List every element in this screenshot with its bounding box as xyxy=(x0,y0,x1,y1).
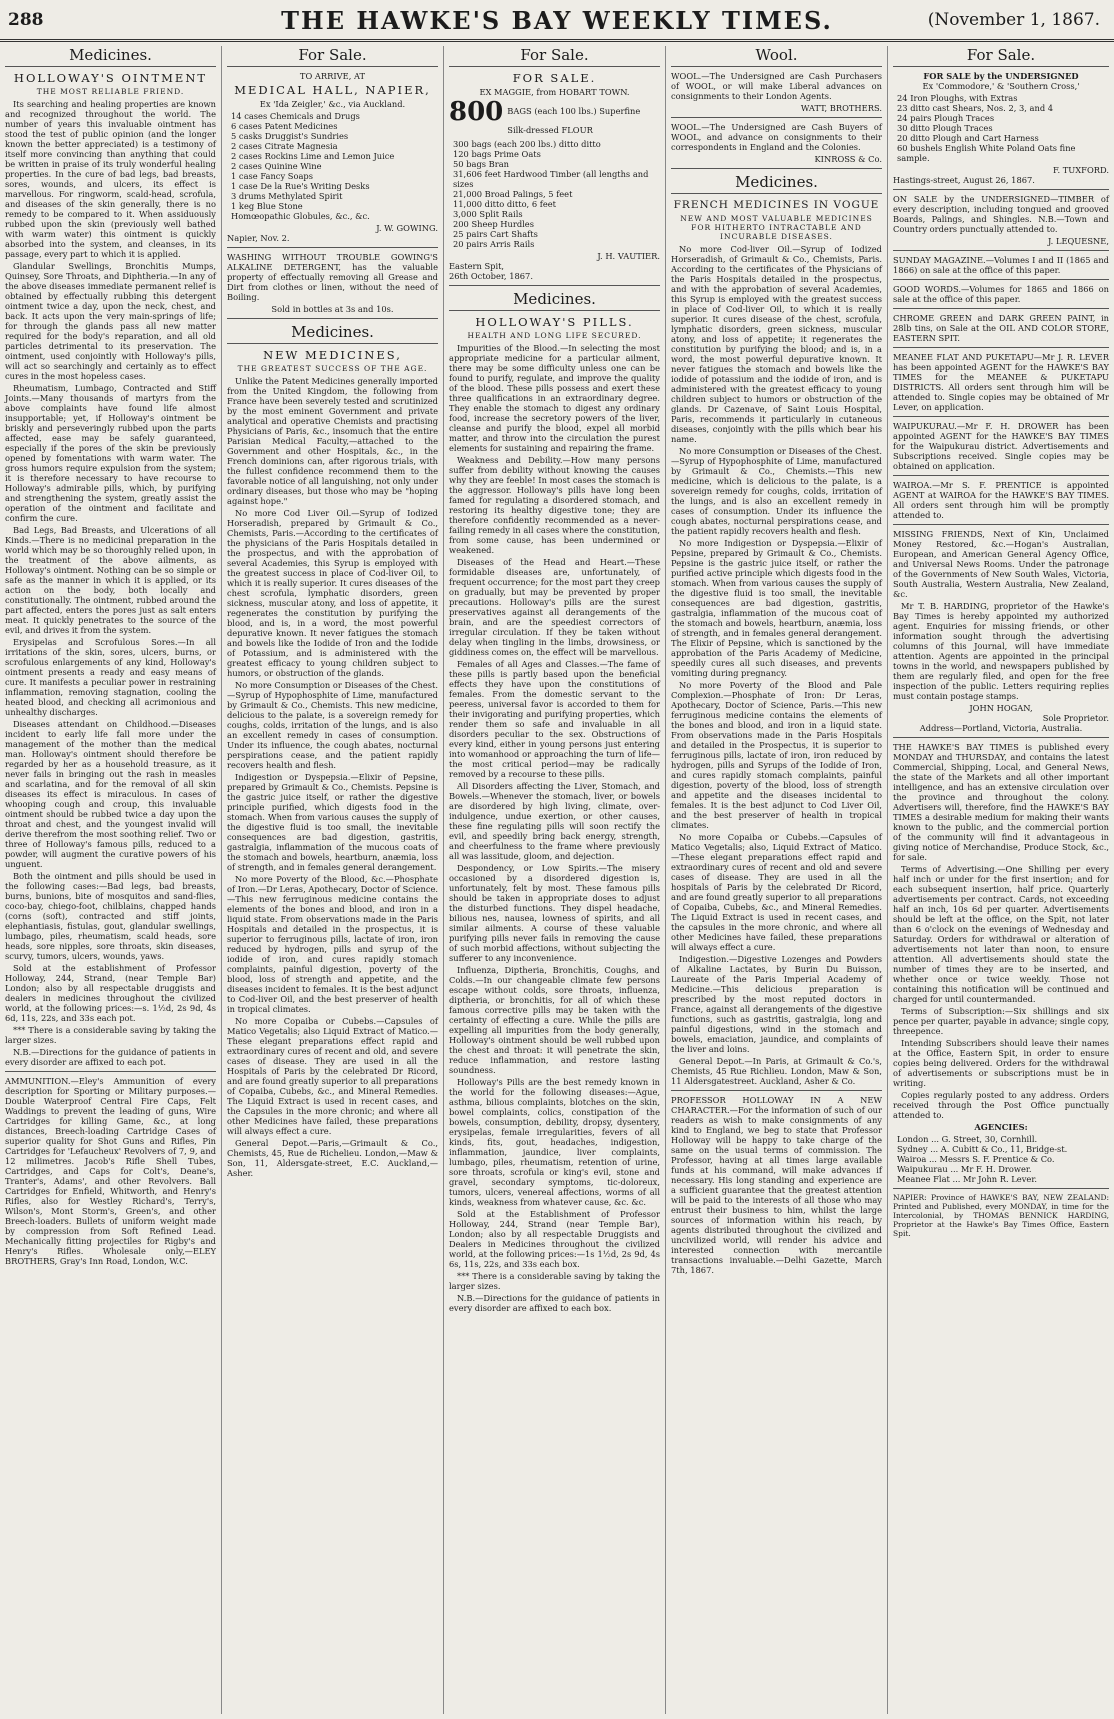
item-list xyxy=(453,139,660,249)
ad-paragraph: No more Cod Liver Oil.—Syrup of Iodized Horseradish, prepared by Grimault & Co., Chemists, Paris.—According to the certificates of the physicians of the Paris Hospitals detailed in the prospectus, and with the approbation of several Academies, this Syrup is employed with the greatest success in place of Cod-liver Oil, to which it is really superior. It cures diseases of the chest scrofula, lymphatic disorders, green sickness, muscular atony, and loss of appetite, it regenerates the constitution by purifying the blood, and is, in a word, the most powerful depurative known. It never fatigues the stomach and bowels like the Iodide of Iron and the Iodide of Potassium, and is administered with the greatest efficacy to young children subject to humors, or obstruction of the glands. xyxy=(227,508,438,678)
divider xyxy=(893,524,1109,525)
ad-meanee-agent: MEANEE FLAT AND PUKETAPU—Mr J. R. LEVER has been appointed AGENT for the HAWKE'S BAY TIMES for the MEANEE & PUKETAPU DISTRICTS. All orders sent through him will be attended to. Single copies may be obtained of Mr Lever, on application. xyxy=(893,352,1109,412)
divider xyxy=(893,279,1109,280)
ad-paragraph: Mr T. B. HARDING, proprietor of the Hawke's Bay Times is hereby appointed my authorized agent. Enquiries for missing friends, or other information sought through the advertising columns of this Journal, will have immediate attention. Agents are appointed in the principal towns in the world, and newspapers published by them are regularly filed, and open for the free inspection of the public. Letters requiring replies must contain postage stamps. xyxy=(893,601,1109,701)
list-item: 1 case De la Rue's Writing Desks xyxy=(231,181,370,191)
list-item: Homœopathic Globules, &c., &c. xyxy=(231,211,370,221)
ad-paragraph: Terms of Advertising.—One Shilling per every half inch or under for the first insertion; and for each subsequent insertion, half price. Quarterly advertisements per contract. Cards, not exceeding half an inch, 10s 6d per quarter. Advertisements should be left at the office, on the Spit, not later than 6 o'clock on the evenings of Wednesday and Saturday. Orders for withdrawal or alteration of advertisements not later than noon, to ensure attention. All advertisements should state the number of times they are to be inserted, and whether once or twice weekly. Those not containing this notification will be continued and charged for until countermanded. xyxy=(893,864,1109,1004)
ad-waipukurau-agent: WAIPUKURAU.—Mr F. H. DROWER has been appointed AGENT for the HAWKE'S BAY TIMES for the Waipukurau district. Advertisements and Subscriptions received. Single copies may be obtained on application. xyxy=(893,421,1109,471)
list-item: 120 bags Prime Oats xyxy=(453,149,541,159)
ad-title-holloway-pills: HOLLOWAY'S PILLS. xyxy=(475,315,634,329)
imprint: NAPIER: Province of HAWKE'S BAY, NEW ZEALAND: Printed and Published, every MONDAY, in time for the Intercolonial, by THOMAS BENNICK HARDING, Proprietor at the Hawke's Bay Times Office, Eastern Spit. xyxy=(893,1193,1109,1238)
list-item: London ... G. Street, 30, Cornhill. xyxy=(897,1134,1038,1144)
column-5 xyxy=(888,46,1114,1714)
section-heading-for-sale: For Sale. xyxy=(449,46,660,67)
section-heading-for-sale: For Sale. xyxy=(227,46,438,67)
divider xyxy=(893,308,1109,309)
ad-paragraph: No more Poverty of the Blood, &c.—Phosphate of Iron.—Dr Leras, Apothecary, Doctor of Science.—This new ferruginous medicine contains the elements of the bones and blood, and iron in a liquid state. From observations made in the Paris Hospitals and detailed in the prospectus, it is superior to ferruginous pills, lactate of iron, iron reduced by hydrogen, pills and syrup of the iodide of iron, and cures rapidly stomach complaints, painful digestion, poverty of the blood, loss of strength and appetite, and the diseases incident to females. It is the best adjunct to Cod-liver Oil, and the best preserver of health in tropical climates. xyxy=(227,874,439,1014)
list-item: 30 ditto Plough Traces xyxy=(897,123,993,133)
section-heading-wool: Wool. xyxy=(671,46,882,67)
divider xyxy=(671,117,882,118)
ad-paragraph: No more Consumption or Diseases of the Chest.—Syrup of Hypophosphite of Lime, manufactured by Grimault & Co., Chemists.—This new medicine, which is delicious to the palate, is a sovereign remedy for coughs, colds, irritation of the lungs, and is also an excellent remedy in cases of consumption. Under its influence the cough abates, nocturnal perspirations cease, and the patient rapidly recovers health and flesh. xyxy=(671,446,882,536)
column-2 xyxy=(222,46,444,1714)
list-item: 20 ditto Plough and Cart Harness xyxy=(897,133,1039,143)
ad-paragraph: Bad Legs, Bad Breasts, and Ulcerations of all Kinds.—There is no medicinal preparation in the world which may be so thoroughly relied upon, in the treatment of the above ailments, as Holloway's ointment. Nothing can be so simple or safe as the manner in which it is applied, or its action on the body, both locally and constitutionally. The ointment, rubbed around the part affected, enters the pores just as salt enters meat. It quickly penetrates to the source of the evil, and drives it from the system. xyxy=(5,525,216,635)
list-item: 24 pairs Plough Traces xyxy=(897,113,995,123)
ad-good-words: GOOD WORDS.—Volumes for 1865 and 1866 on sale at the office of this paper. xyxy=(893,284,1109,304)
ad-subtitle: THE MOST RELIABLE FRIEND. xyxy=(36,87,185,96)
ad-title-new-medicines: NEW MEDICINES, xyxy=(263,348,402,362)
divider xyxy=(449,285,660,286)
section-heading-medicines: Medicines. xyxy=(449,290,660,311)
ad-paragraph: N.B.—Directions for the guidance of patients in every disorder are affixed to each box. xyxy=(449,1293,660,1313)
ad-signature: WATT, BROTHERS. xyxy=(800,103,882,113)
item-list xyxy=(897,93,1109,163)
ad-address: Address—Portland, Victoria, Australia. xyxy=(919,723,1083,733)
ad-paragraph: Glandular Swellings, Bronchitis Mumps, Quinsey, Sore Throats, and Diphtheria.—In any of the above diseases immediate permanent relief is obtained by effectually rubbing this detergent ointment twice a day, upon the neck, chest, and back. It acts upon the very main-springs of life; for through the glands pass all new matter required for the body's reparation, and all old particles detrimental to its preservation. The ointment, used conjointly with Holloway's pills, will act so searchingly and certainly as to effect cures in the most hopeless cases. xyxy=(5,261,216,381)
ad-signature: J. LEQUESNE, xyxy=(1047,236,1109,246)
ad-missing-friends: MISSING FRIENDS, Next of Kin, Unclaimed Money Restored, &c.—Hogan's Australian, European, and American General Agency Office, and Universal News Rooms. Under the patronage of the Governments of New South Wales, Victoria, South Australia, Western Australia, New Zealand, &c. xyxy=(893,529,1109,599)
ad-professor-holloway: PROFESSOR HOLLOWAY IN A NEW CHARACTER.—For the information of such of our readers as wish to make consignments of any kind to England, we beg to state that Professor Holloway will be happy to take charge of the same on the usual terms of commission. The Professor, having at all times large available funds at his command, will make advances if necessary. His long standing and experience are a sufficient guarantee that the greatest attention will be paid to the interests of all those who may entrust their business to him, whilst the large sources of information within his reach, by agents distributed throughout the civilized and uncivilized world, will render his advice and interested connection with mercantile transactions invaluable.—Delhi Gazette, March 7th, 1867. xyxy=(671,1095,882,1275)
ad-title-french-medicines: FRENCH MEDICINES IN VOGUE xyxy=(673,199,880,211)
ad-paragraph: Diseases of the Head and Heart.—These formidable diseases are, unfortunately, of frequent occurrence; for the most part they creep on gradually, but may be prevented by proper precautions. Holloway's pills are the surest preservatives against all derangements of the brain, and are the speediest correctors of irregular circulation. If they be taken without delay when tingling in the limbs, drowsiness, or giddiness comes on, the effect will be marvellous. xyxy=(449,557,660,657)
ad-paragraph: *** There is a considerable saving by taking the larger sizes. xyxy=(5,1025,216,1045)
ad-date: 26th October, 1867. xyxy=(449,271,533,281)
column-4 xyxy=(666,46,888,1714)
list-item: 24 Iron Ploughs, with Extras xyxy=(897,93,1018,103)
list-item: 300 bags (each 200 lbs.) ditto ditto xyxy=(453,139,601,149)
newspaper-title: THE HAWKE'S BAY WEEKLY TIMES. xyxy=(281,6,833,35)
list-item: 25 pairs Cart Shafts xyxy=(453,229,538,239)
ad-flour xyxy=(449,99,660,137)
divider xyxy=(893,737,1109,738)
ad-paragraph: Impurities of the Blood.—In selecting the most appropriate medicine for a particular ailment, there may be some difficulty unless one can be found to purify, regulate, and improve the quality of the blood. These pills possess and exert these three qualifications in an extraordinary degree. They enable the stomach to digest any ordinary food, increase the secretory powers of the liver, cleanse and purify the blood, expel all morbid matter, and throw into the circulation the purest elements for sustaining and repairing the frame. xyxy=(449,343,660,453)
list-item: Sydney ... A. Cubitt & Co., 11, Bridge-st. xyxy=(897,1144,1068,1154)
ad-place: Napier, Nov. 2. xyxy=(227,233,290,243)
divider xyxy=(671,1090,882,1091)
ad-title-tuxford: FOR SALE by the UNDERSIGNED xyxy=(923,71,1079,81)
ad-paragraph: Terms of Subscription:—Six shillings and six pence per quarter, payable in advance; single copy, threepence. xyxy=(893,1006,1109,1036)
ad-line: TO ARRIVE, AT xyxy=(299,71,366,81)
ad-paint: CHROME GREEN and DARK GREEN PAINT, in 28lb tins, on Sale at the OIL AND COLOR STORE, EASTERN SPIT. xyxy=(893,313,1109,343)
page-number: 288 xyxy=(8,10,44,30)
list-item: Wairoa ... Messrs S. F. Prentice & Co. xyxy=(897,1154,1055,1164)
ad-paragraph: Its searching and healing properties are known and recognized throughout the world. The number of years this invaluable ointment has stood the test of public opinion (and the longer known the better appreciated) is a testimony of itself more convincing than anything that could be written in praise of its truly wonderful healing properties. In the cure of bad legs, bad breasts, sores, wounds, and ulcers, its effect is marvellous. For ringworm, scald-head, scrofula, and diseases of the skin generally, there is no remedy to be compared to it. When assiduously rubbed upon the skin (previously well bathed with warm water) this ointment is quickly absorbed into the system, and cleanses, in its passage, every part to which it is applied. xyxy=(5,99,216,259)
list-item: 21,000 Broad Palings, 5 feet xyxy=(453,189,573,199)
divider xyxy=(893,475,1109,476)
agencies-list xyxy=(897,1134,1109,1184)
ad-paragraph: Copies regularly posted to any address. Orders received through the Post Office punctually attended to. xyxy=(893,1090,1109,1120)
ad-subtitle: HEALTH AND LONG LIFE SECURED. xyxy=(467,331,642,340)
divider xyxy=(227,318,438,319)
divider xyxy=(893,1188,1109,1189)
ad-place: Hastings-street, August 26, 1867. xyxy=(893,175,1035,185)
list-item: Meanee Flat ... Mr John R. Lever. xyxy=(897,1174,1038,1184)
ad-paragraph: Indigestion or Dyspepsia.—Elixir of Pepsine, prepared by Grimault & Co., Chemists. Pepsine is the gastric juice itself, or rather the digestive principle purified, which digests food in the stomach. When from various causes the supply of the digestive fluid is too small, the inevitable consequences are bad digestion, gastritis, gastralgia, inflammation of the mucous coats of the stomach and bowels, heartburn, anæmia, loss of strength, and in females general derangement. xyxy=(227,772,438,872)
list-item: 3 drums Methylated Spirit xyxy=(231,191,343,201)
ad-wool-kinross: WOOL.—The Undersigned are Cash Buyers of WOOL, and advance on consignments to their correspondents in England and the Colonies. xyxy=(671,122,882,152)
page-header xyxy=(0,0,1114,42)
list-item: 1 case Fancy Soaps xyxy=(231,171,313,181)
list-item: 2 cases Citrate Magnesia xyxy=(231,141,338,151)
ad-paragraph: No more Poverty of the Blood and Pale Complexion.—Phosphate of Iron: Dr Leras, Apothecary, Doctor of Science, Paris.—This new ferruginous medicine contains the elements of the bones and blood, and iron in a liquid state. From observations made in the Paris Hospitals and detailed in the Prospectus, it is superior to ferruginous pills, lactate of iron, iron reduced by hydrogen, pills and Syrups of the Iodide of Iron, and cures rapidly stomach complaints, painful digestion, poverty of the blood, loss of strength and appetite and the diseases incidental to females. It is the best adjunct to Cod Liver Oil, and the best preserver of health in tropical climates. xyxy=(671,680,882,830)
list-item: 23 ditto cast Shears, Nos. 2, 3, and 4 xyxy=(897,103,1054,113)
ad-paragraph: General Depot.—Paris,—Grimault & Co., Chemists, 45, Rue de Richelieu. London,—Maw & Son, 11, Aldersgate-street, E.C. Auckland,—Asher. xyxy=(227,1138,438,1178)
section-heading-medicines: Medicines. xyxy=(227,323,438,344)
ad-subtitle: NEW AND MOST VALUABLE MEDICINES FOR HITHERTO INTRACTABLE AND INCURABLE DISEASES. xyxy=(680,214,873,241)
ad-paragraph: No more Indigestion or Dyspepsia.—Elixir of Pepsine, prepared by Grimault & Co., Chemists. Pepsine is the gastric juice itself, or rather the purified active principle which digests food in the stomach. When from various causes the supply of the digestive fluid is too small, the inevitable consequences are bad digestion, gastritis, gastralgia, inflammation of the mucous coat of the stomach and bowels, heartburn, anæmia, loss of strength, and in females general derangement. The Elixir of Pepsine, which is sanctioned by the approbation of the Paris Academy of Medicine, speedily cures all such diseases, and prevents vomiting during pregnancy. xyxy=(671,538,882,678)
ad-big-number: 800 xyxy=(449,99,504,127)
divider xyxy=(671,168,882,169)
ad-title-holloway-ointment: HOLLOWAY'S OINTMENT xyxy=(13,71,208,85)
ad-subtitle: THE GREATEST SUCCESS OF THE AGE. xyxy=(237,364,428,373)
ad-role: Sole Proprietor. xyxy=(1042,713,1109,723)
list-item: 5 casks Druggist's Sundries xyxy=(231,131,349,141)
ad-paragraph: Influenza, Diptheria, Bronchitis, Coughs, and Colds.—In our changeable climate few persons escape without colds, sore throats, influenza, diptheria, or bronchitis, for all of which these famous corrective pills may be taken with the certainty of effecting a cure. While the pills are expelling all impurities from the body generally, Holloway's ointment should be well rubbed upon the chest and throat: it will penetrate the skin, reduce inflammation, and restore lasting soundness. xyxy=(449,965,660,1075)
ad-paragraph: No more Copaiba or Cubebs.—Capsules of Matico Vegetalis; also Liquid Extract of Matico.—These elegant preparations effect rapid and extraordinary cures of recent and old, and severe cases of disease. They are used in all the Hospitals of Paris by the celebrated Dr Ricord, and are found greatly superior to all preparations of Copaiba, Cubebs, &c., and Mineral Remedies. The Liquid Extract is used in recent cases, and the Capsules in the more chronic; and where all other Medicines have failed, these preparations will always effect a cure. xyxy=(227,1016,438,1136)
ad-paragraph: Both the ointment and pills should be used in the following cases:—Bad legs, bad breasts, burns, bunions, bite of mosquitos and sand-flies, coco-bay, chiego-foot, chilblains, chapped hands (corns (soft), contracted and stiff joints, elephantiasis, fistulas, gout, glandular swellings, lumbago, piles, rheumatism, scald heads, sore heads, sore nipples, sore throats, skin diseases, scurvy, tumors, ulcers, wounds, yaws. xyxy=(5,871,216,961)
ad-paragraph: Intending Subscribers should leave their names at the Office, Eastern Spit, in order to ensure copies being delivered. Orders for the withdrawal of advertisements or subscriptions must be in writing. xyxy=(893,1038,1109,1088)
ad-paragraph: General Depot.—In Paris, at Grimault & Co.'s, Chemists, 45 Rue Richlieu. London, Maw & Son, 11 Aldersgatestreet. Auckland, Asher & Co. xyxy=(671,1056,882,1086)
divider xyxy=(893,347,1109,348)
ad-paragraph: Females of all Ages and Classes.—The fame of these pills is partly based upon the beneficial effects they have upon the constitutions of females. From the domestic servant to the peeress, universal favor is accorded to them for their invigorating and purifying properties, which render them so safe and invaluable in all disorders peculiar to the sex. Obstructions of every kind, either in young persons just entering into womanhood or approaching the turn of life—the most critical period—may be radically removed by a recourse to these pills. xyxy=(449,659,660,779)
ad-wairoa-agent: WAIROA.—Mr S. F. PRENTICE is appointed AGENT at WAIROA for the HAWKE'S BAY TIMES. All orders sent through him will be promptly attended to. xyxy=(893,480,1109,520)
list-item: 14 cases Chemicals and Drugs xyxy=(231,111,360,121)
list-item: Waipukurau ... Mr F. H. Drower. xyxy=(897,1164,1032,1174)
list-item: 11,000 ditto ditto, 6 feet xyxy=(453,199,556,209)
ad-paragraph: Indigestion.—Digestive Lozenges and Powders of Alkaline Lactates, by Burin Du Buisson, Laureate of the Paris Imperial Academy of Medicine.—This delicious preparation is prescribed by the most reputed doctors in France, against all derangements of the digestive functions, such as gastritis, gastralgia, long and painful digestions, wind in the stomach and bowels, emaciation, jaundice, and complaints of the liver and loins. xyxy=(671,954,882,1054)
ad-paragraph: Rheumatism, Lumbago, Contracted and Stiff Joints.—Many thousands of martyrs from the above complaints have found life almost insupportable; yet, if Holloway's ointment be briskly and perseveringly rubbed upon the parts affected, ease may be safely guaranteed, especially if the pores of the skin be previously opened by fomentations with warm water. The gross humors require expulsion from the system; it is therefore necessary to have recourse to Holloway's admirable pills, which, by purifying and strengthening the system, greatly assist the operation of the ointment and facilitate and confirm the cure. xyxy=(5,383,216,523)
column-3 xyxy=(444,46,666,1714)
ad-paragraph: No more Copaiba or Cubebs.—Capsules of Matico Vegetalis; also, Liquid Extract of Matico.—These elegant preparations effect rapid and extraordinary cures of recent and old and severe cases of disease. They are used in all the hospitals of Paris by the celebrated Dr Ricord, and are found greatly superior to all preparations of Copaiba, Cubebs, &c., and Mineral Remedies. The Liquid Extract is used in recent cases, and the capsules in the more chronic, and where all other Medicines have failed, these preparations will always effect a cure. xyxy=(671,832,882,952)
issue-date: (November 1, 1867. xyxy=(927,10,1100,30)
ad-signature: F. TUXFORD. xyxy=(1053,165,1109,175)
list-item: 2 cases Rockins Lime and Lemon Juice xyxy=(231,151,395,161)
divider xyxy=(893,250,1109,251)
list-item: 3,000 Split Rails xyxy=(453,209,523,219)
ad-paragraph: All Disorders affecting the Liver, Stomach, and Bowels.—Whenever the stomach, liver, or bowels are disordered by high living, climate, over-indulgence, undue exertion, or other causes, these fine regulating pills will soon rectify the evil, and speedily bring back energy, strength, and cheerfulness to the frame where previously all was lassitude, gloom, and dejection. xyxy=(449,781,660,861)
agencies-heading: AGENCIES: xyxy=(974,1122,1028,1132)
section-heading-medicines: Medicines. xyxy=(671,173,882,194)
list-item: 1 keg Blue Stone xyxy=(231,201,303,211)
ad-paragraph: No more Consumption or Diseases of the Chest.—Syrup of Hypophosphite of Lime, manufactured by Grimault & Co., Chemists. This new medicine, delicious to the palate, is a sovereign remedy for coughs, colds, irritation of the lungs, and is also an excellent remedy in cases of consumption. Under its influence, the cough abates, nocturnal perspirations cease, and the patient rapidly recovers health and flesh. xyxy=(227,680,438,770)
ad-paragraph: Despondency, or Low Spirits.—The misery occasioned by a disordered digestion is, unfortunately, felt by most. These famous pills should be taken in appropriate doses to adjust the disturbed functions. They dispel headache, bilious nes, nausea, lowness of spirits, and all similar ailments. A course of these valuable purifying pills never fails in removing the cause of such morbid affections, without subjecting the sufferer to any inconvenience. xyxy=(449,863,660,963)
list-item: 60 bushels English White Poland Oats fine sample. xyxy=(897,143,1076,163)
section-heading-for-sale: For Sale. xyxy=(893,46,1109,67)
ad-signature: J. W. GOWING. xyxy=(376,223,438,233)
ad-ammunition: AMMUNITION.—Eley's Ammunition of every description for Sporting or Military purposes.—Double Waterproof Central Fire Caps, Felt Waddings to prevent the leading of guns, Wire Cartridges for killing Game, &c., at long distances, Breech-loading Cartridge Cases of superior quality for Shot Guns and Rifles, Pin Cartridges for 'Lefaucheux' Revolvers of 7, 9, and 12 milimetres. Jacob's Rifle Shell Tubes, Cartridges, and Caps for Colt's, Deane's, Tranter's, Adams', and other Revolvers. Ball Cartridges for Enfield, Whitworth, and Henry's Rifles, also for Westley Richard's, Terry's, Wilson's, Mont Storm's, Green's, and other Breech-loaders. Bullets of uniform weight made by compression from Soft Refined Lead. Mechanically fitting projectiles for Rigby's and Henry's Rifles. Wholesale only,—ELEY BROTHERS, Gray's Inn Road, London, W.C. xyxy=(5,1076,216,1266)
list-item: 20 pairs Arris Rails xyxy=(453,239,535,249)
ad-title-for-sale: FOR SALE. xyxy=(512,71,597,85)
item-list xyxy=(231,111,438,221)
ad-line: Ex 'Commodore,' & 'Southern Cross,' xyxy=(922,81,1080,91)
ad-paragraph: *** There is a considerable saving by taking the larger sizes. xyxy=(449,1271,660,1291)
ad-signature: KINROSS & Co. xyxy=(814,154,882,164)
ad-detergent: WASHING WITHOUT TROUBLE GOWING'S ALKALINE DETERGENT, has the valuable property of effectually removing all Grease and Dirt from clothes or linen, without the need of Boiling. xyxy=(227,252,438,302)
ad-ship: EX MAGGIE, from HOBART TOWN. xyxy=(479,87,630,97)
ad-price: Sold in bottles at 3s and 10s. xyxy=(271,304,394,314)
ad-paragraph: No more Cod-liver Oil.—Syrup of Iodized Horseradish, of Grimault & Co., Chemists, Paris. According to the certificates of the Physicians of the Paris Hospitals detailed in the prospectus, and with the approbation of several Academies, this Syrup is employed with the greatest success in place of Cod-liver Oil, to which it is really superior. It cures disease of the chest, scrofula, lymphatic disorders, green sickness, muscular atony, and loss of appetite; it regenerates the constitution by purifying the blood; and is, in a word, the most powerful depurative known. It never fatigues the stomach and bowels like the iodide of potassium and the iodide of iron, and is administered with the greatest efficacy to young children subject to humors or obstruction of the glands. Dr Cazenave, of Saint Louis Hospital, Paris, recommends it particularly in cutaneous diseases, conjointly with the pills which bear his name. xyxy=(671,244,882,444)
ad-big-text: BAGS (each 100 lbs.) Superfine Silk-dressed FLOUR xyxy=(507,106,641,135)
ad-hawkes-bay-times: THE HAWKE'S BAY TIMES is published every MONDAY and THURSDAY, and contains the latest Commercial, Shipping, Local, and General News, the state of the Markets and all other important intelligence, and has an extensive circulation over the province and throughout the colony. Advertisers will, therefore, find the HAWKE'S BAY TIMES a desirable medium for making their wants known to the public, and the commercial portion of the community will find it advantageous in giving notice of Merchandise, Produce Stock, &c., for sale. xyxy=(893,742,1109,862)
list-item: 200 Sheep Hurdles xyxy=(453,219,534,229)
ad-sunday-magazine: SUNDAY MAGAZINE.—Volumes I and II (1865 and 1866) on sale at the office of this paper. xyxy=(893,255,1109,275)
list-item: 31,606 feet Hardwood Timber (all lengths and sizes xyxy=(453,169,649,189)
ad-paragraph: N.B.—Directions for the guidance of patients in every disorder are affixed to each pot. xyxy=(5,1047,216,1067)
ad-paragraph: Erysipelas and Scrofulous Sores.—In all irritations of the skin, sores, ulcers, burns, or scrofulous enlargements of any kind, Holloway's ointment presents a ready and easy means of cure. It manifests a peculiar power in restraining inflammation, removing stagnation, cooling the heated blood, and checking all acrimonious and unhealthy discharges. xyxy=(5,637,216,717)
list-item: 50 bags Bran xyxy=(453,159,510,169)
ad-paragraph: Sold at the establishment of Professor Holloway, 244, Strand, (near Temple Bar) London; also by all respectable druggists and dealers in medicines throughout the civilized world, at the following prices:—s. 1½d, 2s 9d, 4s 6d, 11s, 22s, and 33s each pot. xyxy=(5,963,216,1023)
ad-paragraph: Unlike the Patent Medicines generally imported from the United Kingdom, the following from France have been severely tested and scrutinized by the most eminent Government and private analytical and operative Chemists and practising Physicians of Paris, &c., insomuch that the entire Parisian Medical Faculty,—attached to the Government and other Hospitals, &c., in the French dominions can, after rigorous trials, with the fullest confidence recommend them to the favorable notice of all languishing, not only under ordinary diseases, but those who may be "hoping against hope." xyxy=(227,376,438,506)
list-item: 2 cases Quinine Wine xyxy=(231,161,322,171)
ad-wool-watt: WOOL.—The Undersigned are Cash Purchasers of WOOL, or will make Liberal advances on consignments to their London Agents. xyxy=(671,71,882,101)
divider xyxy=(893,416,1109,417)
ad-title-medical-hall: MEDICAL HALL, NAPIER, xyxy=(234,83,431,97)
divider xyxy=(5,1071,216,1072)
section-heading-medicines: Medicines. xyxy=(5,46,216,67)
ad-timber: ON SALE by the UNDERSIGNED—TIMBER of every description, including tongued and grooved Boards, Palings, and Shingles. N.B.—Town and Country orders punctually attended to. xyxy=(893,194,1109,234)
ad-paragraph: Weakness and Debility.—How many persons suffer from debility without knowing the causes why they are feeble! In most cases the stomach is the aggressor. Holloway's pills have long been famed for regulating a disordered stomach, and restoring its healthy digestive tone; they are therefore confidently recommended as a never-failing remedy in all cases where the constitution, from some cause, has been undermined or weakened. xyxy=(449,455,660,555)
ad-place: Eastern Spit, xyxy=(449,261,505,271)
ad-line: Ex 'Ida Zeigler,' &c., via Auckland. xyxy=(259,99,406,109)
ad-signature: JOHN HOGAN, xyxy=(969,703,1033,713)
divider xyxy=(227,247,438,248)
ad-signature: J. H. VAUTIER. xyxy=(597,251,660,261)
column-1 xyxy=(0,46,222,1714)
ad-paragraph: Holloway's Pills are the best remedy known in the world for the following diseases:—Ague, asthma, bilious complaints, blotches on the skin, bowel complaints, colics, constipation of the bowels, consumption, debility, dropsy, dysentery, erysipelas, female irregularities, fevers of all kinds, fits, gout, headaches, indigestion, inflammation, jaundice, liver complaints, lumbago, piles, rheumatism, retention of urine, sore throats, scrofula or king's evil, stone and gravel, secondary symptoms, tic-doloreux, tumors, ulcers, venereal affections, worms of all kinds, weakness from whatever cause, &c. &c. xyxy=(449,1077,660,1207)
ad-paragraph: Sold at the Establishment of Professor Holloway, 244, Strand (near Temple Bar), London; also by all respectable Druggists and Dealers in Medicines throughout the civilized world, at the following prices:—1s 1½d, 2s 9d, 4s 6s, 11s, 22s, and 33s each box. xyxy=(449,1209,660,1269)
ad-paragraph: Diseases attendant on Childhood.—Diseases incident to early life fall more under the management of the mother than the medical man. Holloway's ointment should therefore be regarded by her as a household treasure, as it never fails in bringing out the rash in measles and scarlatina, and for the removal of all skin diseases its effect is miraculous. In cases of whooping cough and croup, this invaluable ointment should be rubbed twice a day upon the throat and chest, and the youngest invalid will derive therefrom the most soothing relief. Two or three of Holloway's famous pills, reduced to a powder, will augment the curative powers of his unguent. xyxy=(5,719,216,869)
divider xyxy=(893,189,1109,190)
list-item: 6 cases Patent Medicines xyxy=(231,121,338,131)
